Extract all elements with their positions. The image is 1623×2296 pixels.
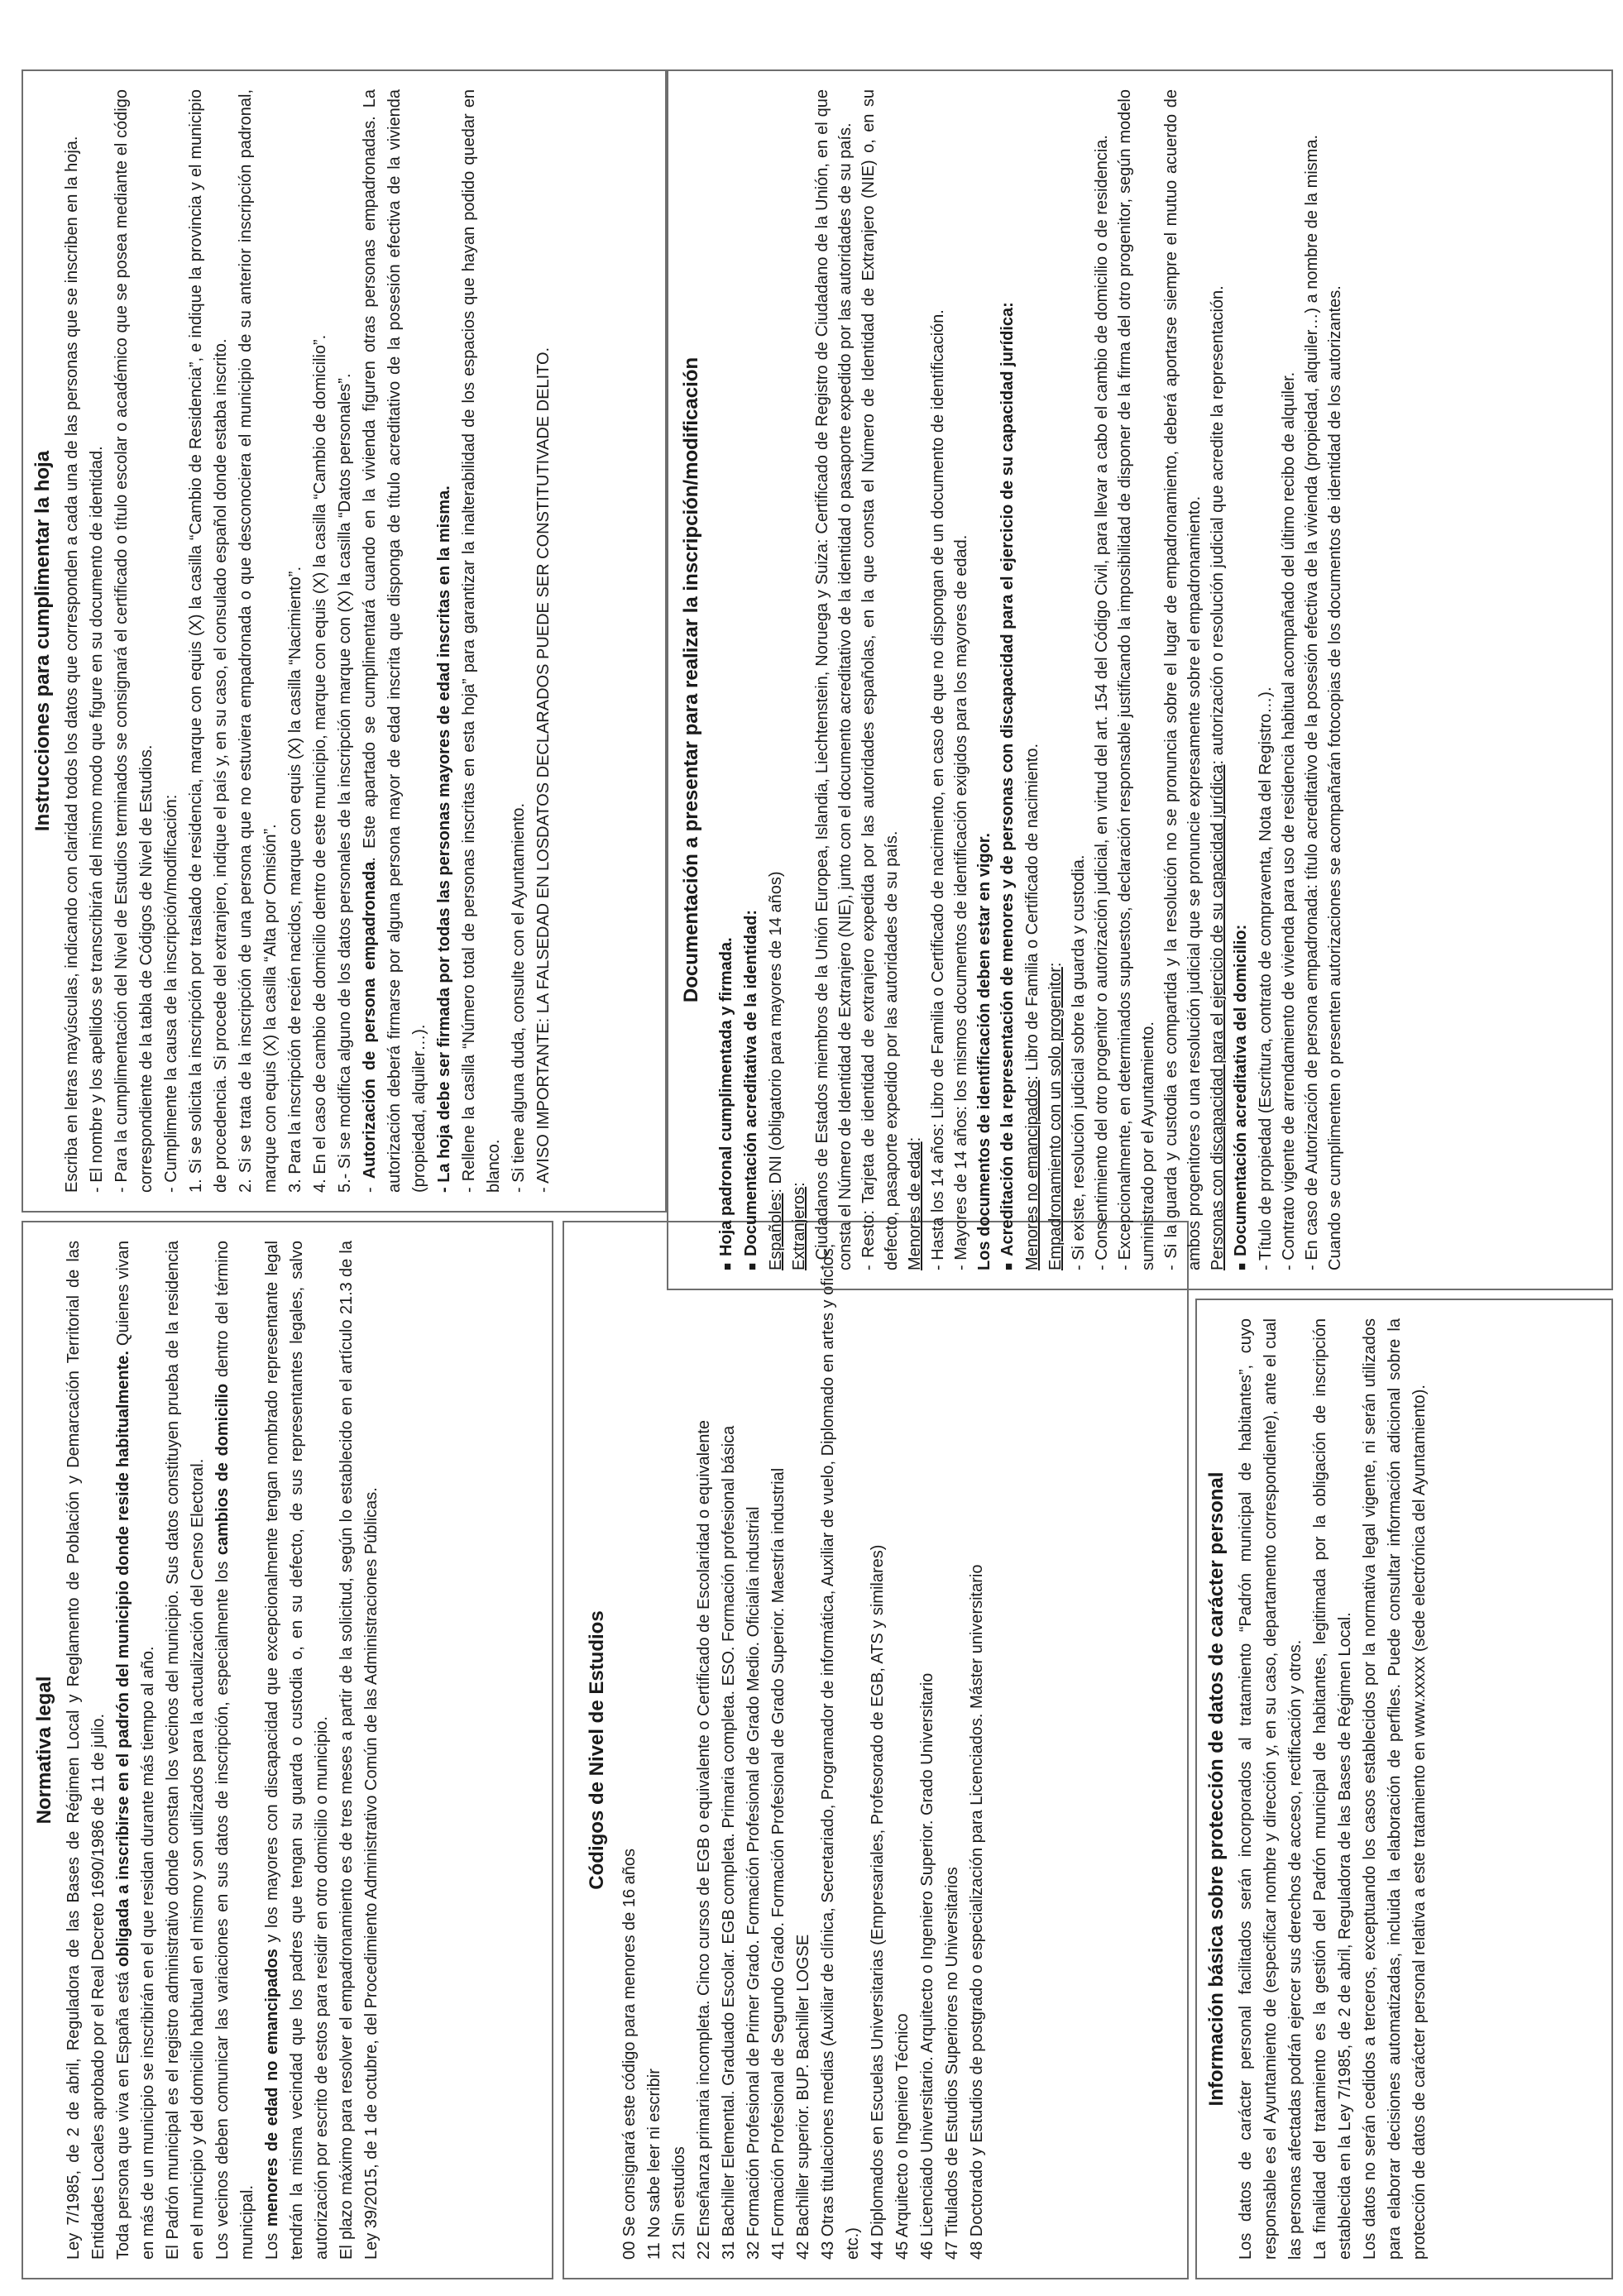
normativa-title: Normativa legal (33, 1676, 55, 1825)
instruccion-line: 4. En el caso de cambio de domicilio dentro de este municipio, marque con equis (X) la casilla “Cambio de domicilio”. (311, 334, 329, 1193)
doc-vigor: Los documentos de identificación deben estar en vigor. (975, 833, 993, 1270)
doc-bullet-hoja: ■Hoja padronal cumplimentada y firmada. (717, 937, 735, 1270)
instruccion-line: - La hoja debe ser firmada por todas las personas mayores de edad inscritas en la misma. (435, 486, 453, 1193)
bullet-square-icon: ■ (1235, 1262, 1249, 1270)
doc-line: - Excepcionalmente, en determinados supuestos, declaración responsable justificando la imposibilidad de disponer de la firma del otro progenitor, según modelo suministrado por el Ayuntamiento. (1116, 89, 1157, 1270)
proteccion-title: Información básica sobre protección de datos de carácter personal (1205, 1471, 1228, 2107)
codigo-item: 31 Bachiller Elemental. Graduado Escolar. EGB completa. Primaria completa. ESO. Formación profesional básica (720, 1425, 738, 2260)
doc-line: - Si existe, resolución judicial sobre la guarda y custodia. (1070, 854, 1088, 1270)
doc-menores: Menores de edad: (906, 1136, 924, 1270)
codigos-title: Códigos de Nivel de Estudios (586, 1610, 608, 1890)
codigo-item: 41 Formación Profesional de Segundo Grado. Formación Profesional de Grado Superior. Maestría industrial (769, 1467, 788, 2260)
doc-bullet-identidad: ■Documentación acreditativa de la identidad: (742, 909, 760, 1270)
doc-line: - En caso de Autorización de persona empadronada: título acreditativo de la posesión efectiva de la vivienda (propiedad, alquiler…) a nombre de la misma. (1303, 134, 1321, 1270)
doc-line: - Si la guarda y custodia es compartida y la resolución no se pronuncia sobre el lugar de empadronamiento, deberá aportarse siempre el mutuo acuerdo de ambos progenitores o una resolución judicial que se pronuncie expresamente sobre el empadronamiento. (1162, 89, 1204, 1270)
codigo-item: 46 Licenciado Universitario. Arquitecto o Ingeniero Superior. Grado Universitario (918, 1672, 936, 2260)
normativa-paragraph-2: Toda persona que viva en España está obligada a inscribirse en el padrón del municipio donde reside habitualmente. Quienes vivan en más de un municipio se inscribirán en el que residan durante más tiempo al año. (114, 1240, 157, 2260)
codigos-section (564, 1222, 1187, 2278)
bullet-square-icon: ■ (721, 1262, 735, 1270)
doc-extranjeros: Extranjeros: (790, 1182, 808, 1270)
proteccion-datos-section (1197, 1300, 1611, 2278)
doc-menores-no-emancipados: Menores no emancipados: Libro de Familia o Certificado de nacimiento. (1023, 743, 1041, 1270)
normativa-paragraph-4: Los vecinos deben comunicar las variaciones en sus datos de inscripción, especialmente los cambios de domicilio dentro del término municipal. (213, 1241, 256, 2260)
doc-line: - Resto: Tarjeta de identidad de extranjero expedida por las autoridades españolas, en la que consta el Número de Identidad de Extranjero (NIE) o, en su defecto, pasaporte expedido por las autoridades de su país. (859, 89, 901, 1270)
proteccion-datos-box (1195, 1299, 1613, 2279)
doc-line: - Ciudadanos de Estados miembros de la Unión Europea, Islandia, Liechtenstein, Noruega y Suiza: Certificado de Registro de Ciudadano de la Unión, en el que consta el Número de Identidad de Extranjero (NIE), junto con el documento acreditativo de la identidad o pasaporte expedido por las autoridades de su país. (813, 89, 855, 1270)
doc-line: - Contrato vigente de arrendamiento de vivienda para uso de residencia habitual acompañado del último recibo de alquiler. (1280, 371, 1298, 1270)
normativa-paragraph-6: El plazo máximo para resolver el empadronamiento es de tres meses a partir de la solicitud, según lo establecido en el artículo 21.3 de la Ley 39/2015, de 1 de octubre, del Procedimiento Administrativo Común de las Administraciones Públicas. (338, 1241, 381, 2260)
instruccion-line: - Autorización de persona empadronada. Este apartado se cumplimentará cuando en la vivienda figuren otras personas empadronadas. La autorización deberá firmarse por alguna persona mayor de edad inscrita que disponga de título acreditativo de la posesión efectiva de la vivienda (propiedad, alquiler…). (361, 89, 428, 1193)
normativa-paragraph-5: Los menores de edad no emancipados y los mayores con discapacidad que excepcionalmente tengan nombrado representante legal tendrán la misma vecindad que los padres que tengan su guarda o custodia o, en su defecto, de sus representantes legales, salvo autorización por escrito de estos para residir en otro domicilio o municipio. (263, 1241, 331, 2260)
codigo-item: 42 Bachiller superior. BUP. Bachiller LOGSE (794, 1934, 812, 2260)
instrucciones-title: Instrucciones para cumplimentar la hoja (31, 450, 54, 832)
doc-line: - Título de propiedad (Escritura, contrato de compraventa, Nota del Registro…). (1257, 686, 1275, 1270)
instrucciones-box (22, 69, 667, 1213)
doc-solo-progenitor: Empadronamiento con un solo progenitor: (1046, 962, 1065, 1270)
codigo-item: 44 Diplomados en Escuelas Universitarias (Empresariales, Profesorado de EGB, ATS y similares) (869, 1544, 887, 2260)
documentacion-title: Documentación a presentar para realizar la inscripción/modificación (680, 356, 702, 1003)
proteccion-paragraph-2: La finalidad del tratamiento es la gestión del Padrón municipal de habitantes, legitimada por la obligación de inscripción establecida en la Ley 7/1985, de 2 de abril, Reguladora de las Bases de Régimen Local. (1311, 1318, 1354, 2260)
instruccion-line: - El nombre y los apellidos se transcribirán del mismo modo que figure en su documento de identidad. (88, 446, 106, 1193)
instrucciones-section (23, 71, 665, 1211)
normativa-paragraph-3: El Padrón municipal es el registro administrativo donde constan los vecinos del municipio. Sus datos constituyen prueba de la residencia en el municipio y del domicilio habitual en el mismo y son utilizados para la actualización del Censo Electoral. (164, 1241, 207, 2260)
codigo-item: 47 Titulados de Estudios Superiores no Universitarios (943, 1867, 961, 2260)
instruccion-line: - Para la cumplimentación del Nivel de Estudios terminados se consignará el certificado o título escolar o académico que se posea mediante el código correspondiente de la tabla de Códigos de Nivel de Estudios. (113, 89, 156, 1193)
normativa-paragraph-1: Ley 7/1985, de 2 de abril, Reguladora de las Bases de Régimen Local y Reglamento de Población y Demarcación Territorial de las Entidades Locales aprobado por el Real Decreto 1690/1986 de 11 de julio. (65, 1241, 108, 2260)
codigo-item: 43 Otras titulaciones medias (Auxiliar de clínica, Secretariado, Programador de informática, Auxiliar de vuelo, Diplomado en artes y oficios, etc.) (819, 1243, 862, 2260)
instruccion-line: - Cumplimente la causa de la inscripción/modificación: (162, 794, 180, 1193)
instruccion-line: - Rellene la casilla “Número total de personas inscritas en esta hoja” para garantizar la inalterabilidad de los espacios que hayan podido quedar en blanco. (460, 89, 503, 1193)
aviso-importante: - AVISO IMPORTANTE: LA FALSEDAD EN LOSDATOS DECLARADOS PUEDE SER CONSTITUTIVADE DELITO. (534, 347, 553, 1193)
codigo-item: 48 Doctorado y Estudios de postgrado o especialización para Licenciados. Máster universitario (968, 1564, 986, 2260)
normativa-legal-box (22, 1221, 553, 2279)
codigos-box (563, 1221, 1189, 2279)
normativa-legal-section (23, 1222, 552, 2278)
doc-bullet-domicilio: ■Documentación acreditativa del domicilio: (1232, 924, 1250, 1270)
codigo-item: 00 Se consignará este código para menores de 16 años (620, 1848, 639, 2260)
bullet-square-icon: ■ (1002, 1262, 1016, 1270)
doc-line: Cuando se cumplimenten o presenten autorizaciones se acompañarán fotocopias de los documentos de identidad de los autorizantes. (1326, 285, 1344, 1270)
codigo-item: 11 No sabe leer ni escribir (645, 2069, 663, 2260)
instruccion-line: - Si tiene alguna duda, consulte con el Ayuntamiento. (510, 802, 528, 1193)
bullet-square-icon: ■ (745, 1262, 759, 1270)
instruccion-line: Escriba en letras mayúsculas, indicando con claridad todos los datos que corresponden a cada una de las personas que se inscriben en la hoja. (63, 136, 81, 1193)
doc-bullet-representacion: ■Acreditación de la representación de menores y de personas con discapacidad para el ejercicio de su capacidad jurídica: (998, 302, 1017, 1270)
doc-line: - Hasta los 14 años: Libro de Familia o Certificado de nacimiento, en caso de que no dispongan de un documento de identificación. (929, 309, 947, 1270)
codigo-item: 45 Arquitecto o Ingeniero Técnico (893, 2013, 912, 2260)
codigo-item: 32 Formación Profesional de Primer Grado. Formación Profesional de Grado Medio. Oficialía industrial (744, 1506, 763, 2260)
doc-espanoles: Españoles: DNI (obligatorio para mayores de 14 años) (767, 871, 785, 1270)
doc-line: - Mayores de 14 años: los mismos documentos de identificación exigidos para los mayores de edad. (952, 534, 970, 1270)
instruccion-line: 2. Si se trata de la inscripción de una persona que no estuviera empadronada o que desconociera el municipio de su anterior inscripción padronal, marque con equis (X) la casilla “Alta por Omisión”. (237, 89, 280, 1193)
doc-line: - Consentimiento del otro progenitor o autorización judicial, en virtud del art. 154 del Código Civil, para llevar a cabo el cambio de domicilio o de residencia. (1093, 135, 1111, 1270)
instruccion-line: 5.- Si se modifica alguno de los datos personales de la inscripción marque con (X) la casilla “Datos personales”. (336, 373, 354, 1193)
proteccion-paragraph-1: Los datos de carácter personal facilitados serán incorporados al tratamiento “Padrón municipal de habitantes”, cuyo responsable es el Ayuntamiento de (especificar nombre y dirección y, en su caso, departamento correspondiente), ante el cual las personas afectadas podrán ejercer sus derechos de acceso, rectificación y otros. (1237, 1318, 1305, 2260)
codigo-item: 21 Sin estudios (670, 2146, 688, 2260)
proteccion-paragraph-3: Los datos no serán cedidos a terceros, exceptuando los casos establecidos por la normativa legal vigente, ni serán utilizados para elaborar decisiones automatizadas, incluida la elaboración de perfiles. Puede consultar información adicional sobre la protección de datos de carácter personal relativa a este tratamiento en www.xxxxx (sede electrónica del Ayuntamiento). (1361, 1318, 1429, 2260)
documentacion-box (667, 69, 1613, 1290)
instruccion-line: 1. Si se solicita la inscripción por traslado de residencia, marque con equis (X) la casilla “Cambio de Residencia”, e indique la provincia y el municipio de procedencia. Si procede del extranjero, indique el país y, en su caso, el consulado español donde estaba inscrito. (187, 89, 230, 1193)
documentacion-section (668, 71, 1611, 1289)
instruccion-line: 3. Para la inscripción de recién nacidos, marque con equis (X) la casilla “Nacimiento”. (286, 566, 304, 1193)
codigo-item: 22 Enseñanza primaria incompleta. Cinco cursos de EGB o equivalente o Certificado de Escolaridad o equivalente (695, 1419, 713, 2260)
doc-discapacidad: Personas con discapacidad para el ejercicio de su capacidad jurídica: autorización o resolución judicial que acredite la representación. (1209, 285, 1227, 1270)
